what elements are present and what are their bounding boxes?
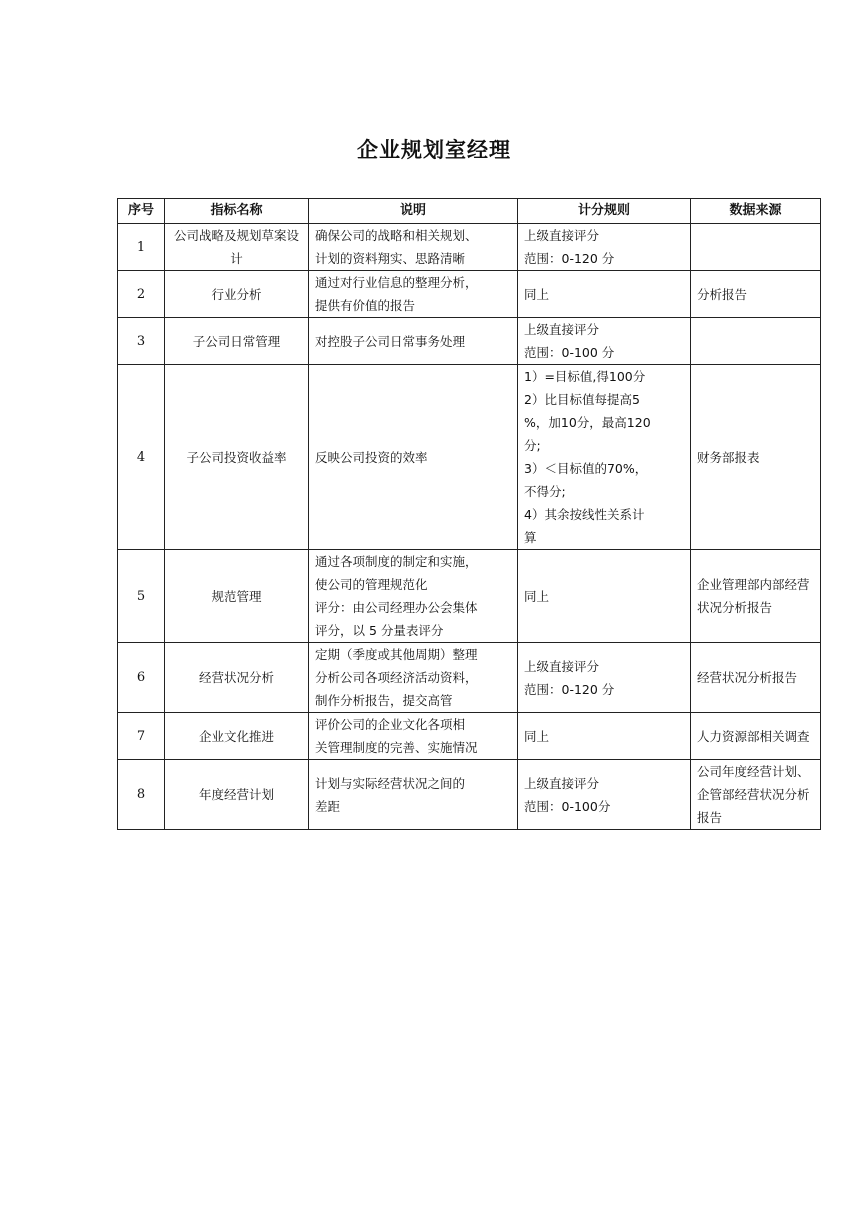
scoring-rule: [518, 224, 691, 271]
indicator-name: [165, 760, 309, 830]
indicator-name: [165, 318, 309, 365]
desc-line: 差距: [315, 798, 341, 814]
indicator-name-text: 企业文化推进: [198, 728, 274, 744]
rule-line: 4）其余按线性关系计: [524, 507, 645, 522]
row-number: 1: [118, 224, 165, 271]
indicator-name: [165, 365, 309, 550]
header-source: 数据来源: [691, 199, 821, 224]
rule-line: 上级直接评分: [524, 658, 600, 674]
indicator-desc: [309, 550, 518, 643]
header-no: 序号: [118, 199, 165, 224]
rule-line: 3）＜目标值的70%，: [524, 461, 648, 476]
data-source: [691, 271, 821, 318]
desc-line: 计划的资料翔实、思路清晰: [315, 251, 466, 266]
indicator-desc: [309, 760, 518, 830]
rule-line: 同上: [524, 728, 550, 744]
indicator-name-text: 行业分析: [211, 286, 262, 302]
indicator-desc: [309, 224, 518, 271]
header-desc: 说明: [309, 199, 518, 224]
desc-line: 通过各项制度的制定和实施，: [315, 554, 478, 569]
indicator-desc: [309, 318, 518, 365]
indicator-desc: [309, 643, 518, 713]
rule-line: 范围：0-120 分: [524, 681, 615, 697]
desc-line: 使公司的管理规范化: [315, 577, 428, 592]
indicator-name-text: 公司战略及规划草案设计: [173, 228, 299, 266]
header-name: 指标名称: [165, 199, 309, 224]
row-number: 6: [118, 643, 165, 713]
desc-line: 通过对行业信息的整理分析，: [315, 275, 478, 290]
source-text: 人力资源部相关调查: [697, 728, 810, 744]
source-text: 企业管理部内部经营状况分析报告: [697, 577, 810, 615]
rule-line: 上级直接评分: [524, 322, 600, 337]
table-row: [118, 643, 821, 713]
indicator-name: [165, 713, 309, 760]
data-source: [691, 713, 821, 760]
indicator-name-text: 子公司投资收益率: [186, 449, 287, 465]
desc-line: 提供有价值的报告: [315, 298, 416, 313]
indicator-name-text: 年度经营计划: [198, 787, 274, 802]
scoring-rule: [518, 271, 691, 318]
data-source: [691, 760, 821, 830]
rule-line: 上级直接评分: [524, 228, 600, 243]
rule-line: 不得分;: [524, 484, 566, 499]
rule-line: 同上: [524, 286, 550, 302]
header-rule: 计分规则: [518, 199, 691, 224]
rule-line: 同上: [524, 588, 550, 604]
table-row: [118, 550, 821, 643]
data-source: [691, 365, 821, 550]
indicator-name-text: 子公司日常管理: [192, 333, 281, 349]
rule-line: 分;: [524, 438, 541, 453]
rule-line: %，加10分，最高120: [524, 415, 651, 430]
indicator-desc: [309, 271, 518, 318]
row-number: 5: [118, 550, 165, 643]
indicator-name-text: 规范管理: [211, 588, 262, 604]
table-row: [118, 271, 821, 318]
indicator-desc: [309, 713, 518, 760]
page-title: 企业规划室经理: [357, 138, 511, 162]
data-source: [691, 550, 821, 643]
desc-line: 制作分析报告，提交高管: [315, 693, 453, 708]
rule-line: 上级直接评分: [524, 775, 600, 791]
table-row: [118, 365, 821, 550]
desc-line: 定期（季度或其他周期）整理: [315, 647, 478, 662]
row-number: 4: [118, 365, 165, 550]
desc-line: 分析公司各项经济活动资料，: [315, 670, 478, 685]
indicator-name-text: 经营状况分析: [198, 670, 274, 685]
scoring-rule: [518, 713, 691, 760]
table-row: [118, 318, 821, 365]
rule-line: 2）比目标值每提高5: [524, 392, 640, 407]
desc-line: 评分：由公司经理办公会集体: [315, 600, 478, 615]
scoring-rule: [518, 760, 691, 830]
indicator-name: [165, 224, 309, 271]
data-source: [691, 318, 821, 365]
table-row: [118, 713, 821, 760]
desc-line: 关管理制度的完善、实施情况: [315, 740, 478, 755]
desc-line: 评分，以 5 分量表评分: [315, 623, 444, 638]
desc-line: 确保公司的战略和相关规划、: [315, 228, 478, 243]
indicator-name: [165, 271, 309, 318]
rule-line: 1）=目标值,得100分: [524, 369, 646, 384]
row-number: 8: [118, 760, 165, 830]
source-text: 经营状况分析报告: [697, 670, 798, 685]
desc-line: 评价公司的企业文化各项相: [315, 717, 466, 732]
desc-line: 计划与实际经营状况之间的: [315, 775, 466, 791]
desc-line: 反映公司投资的效率: [315, 449, 428, 465]
source-text: 公司年度经营计划、企管部经营状况分析报告: [697, 764, 810, 825]
scoring-rule: [518, 550, 691, 643]
source-text: 财务部报表: [697, 449, 760, 465]
indicator-name: [165, 550, 309, 643]
rule-line: 范围：0-100分: [524, 798, 611, 814]
desc-line: 对控股子公司日常事务处理: [315, 333, 466, 349]
data-source: [691, 643, 821, 713]
indicator-name: [165, 643, 309, 713]
kpi-table: [117, 198, 821, 830]
rule-line: 范围：0-100 分: [524, 345, 615, 360]
indicator-desc: [309, 365, 518, 550]
table-header-row: [118, 199, 821, 224]
table-row: [118, 224, 821, 271]
row-number: 2: [118, 271, 165, 318]
table-row: [118, 760, 821, 830]
row-number: 7: [118, 713, 165, 760]
row-number: 3: [118, 318, 165, 365]
rule-line: 算: [524, 530, 537, 545]
scoring-rule: [518, 318, 691, 365]
rule-line: 范围：0-120 分: [524, 251, 615, 266]
source-text: 分析报告: [697, 286, 748, 302]
scoring-rule: [518, 365, 691, 550]
scoring-rule: [518, 643, 691, 713]
data-source: [691, 224, 821, 271]
